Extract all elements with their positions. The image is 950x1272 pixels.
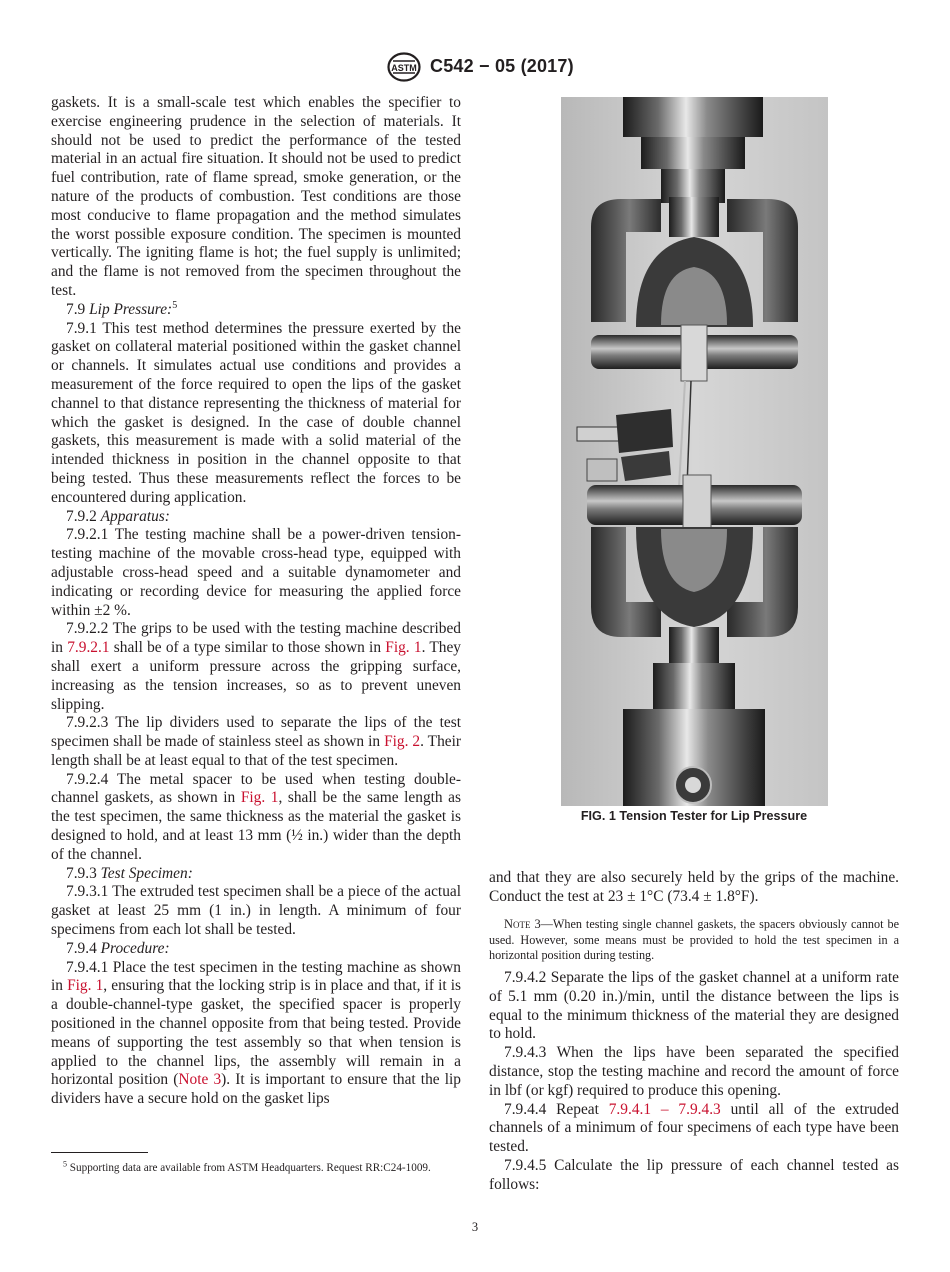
text-run: ). It is important to ensure that the lip dividers have a secure hold on the gasket lips (51, 1071, 461, 1108)
footnote-text: Supporting data are available from ASTM Headquarters. Request RR:C24-1009. (67, 1162, 431, 1174)
right-column-top (489, 869, 899, 907)
xref-link[interactable]: Fig. 1 (240, 789, 279, 807)
section-7-9-2-1: 7.9.2.1 The testing machine shall be a power-driven tension-testing machine of the movable cross-head type, equipped with adjustable cross-head speed and a suitable dynamometer and indicating or recording device for measuring the applied force within ±2 %. (51, 526, 461, 619)
figure-caption: FIG. 1 Tension Tester for Lip Pressure (580, 809, 808, 823)
section-title: Lip Pressure: (89, 300, 173, 318)
text-run: . Their length shall be at least equal to that of the test specimen. (51, 733, 462, 769)
section-number: 7.9 (66, 300, 86, 318)
text-run: 7.9.4.1 Place the test specimen in the testing machine as shown in (51, 958, 461, 995)
right-column-bottom (489, 969, 899, 1195)
section-7-9-2-3 (51, 714, 461, 770)
paragraph-continued: and that they are also securely held by the grips of the machine. Conduct the test at 23 ± 1°C (73.4 ± 1.8°F). (489, 869, 899, 905)
section-title: Test Specimen: (100, 864, 193, 882)
text-run: , ensuring that the locking strip is in place and that, if it is a double-channel-type gasket, the specified spacer is properly positioned in the channel opposite from that being tested. Provide means of supporting the test assembly so that when tension is applied to the channel lips, the assembly will remain in a horizontal position ( (51, 977, 461, 1089)
text-run: 7.9.2.4 The metal spacer to be used when testing double-channel gaskets, as shown in (51, 770, 461, 807)
section-7-9-1: 7.9.1 This test method determines the pressure exerted by the gasket on collateral material positioned within the gasket channel or channels. It simulates actual use conditions and provides a measurement of the force required to open the lips of the gasket channel to that distance representing the thickness of material for which the gasket is designed. In the case of double channel gaskets, this measurement is made with a solid material of the intended thickness in position in the channel opposite to that being tested. Thus these measurements reflect the forces to be encountered during application. (51, 319, 461, 506)
section-7-9-4-1 (51, 959, 461, 1109)
section-7-9-4-5: 7.9.4.5 Calculate the lip pressure of each channel tested as follows: (489, 1156, 899, 1193)
section-7-9-heading (51, 301, 461, 320)
section-7-9-2-4 (51, 771, 461, 865)
note-3 (489, 917, 899, 964)
section-7-9-3-heading (51, 865, 461, 884)
text-run: 7.9.2.3 The lip dividers used to separate the lips of the test specimen shall be made of stainless steel as shown in (51, 714, 461, 751)
section-number: 7.9.4 (66, 939, 97, 957)
section-7-9-4-4 (489, 1101, 899, 1157)
xref-link[interactable]: Note 3 (178, 1071, 222, 1089)
section-7-9-4-heading (51, 940, 461, 959)
page-header (0, 52, 950, 86)
text-run: shall be of a type similar to those shown in (109, 639, 386, 657)
note-text: —When testing single channel gaskets, the spacers obviously cannot be used. However, some means must be provided to hold the test specimen in a horizontal position during testing. (489, 917, 899, 962)
xref-link[interactable]: 7.9.2.1 (67, 639, 110, 657)
text-run: 7.9.4.4 Repeat (504, 1100, 609, 1118)
section-title: Procedure: (100, 939, 170, 957)
note-label: Note 3 (504, 917, 541, 931)
text-run: , shall be the same length as the test specimen, the same thickness as the material the gasket is designed to hold, and at least 13 mm (½ in.) wider than the depth of the channel. (51, 789, 461, 863)
xref-link[interactable]: Fig. 1 (67, 977, 104, 995)
xref-link[interactable]: 7.9.4.1 – 7.9.4.3 (608, 1100, 721, 1118)
footnote (51, 1161, 461, 1176)
text-run: until all of the extruded channels of a minimum of four specimens of each type have been tested. (489, 1100, 899, 1156)
paragraph-continued: gaskets. It is a small-scale test which enables the specifier to exercise engineering prudence in the selection of materials. It should not be used to predict the performance of the tested material in an actual fire situation. It should not be used to predict fuel contribution, rate of flame spread, smoke generation, or the nature of the products of combustion. Test conditions are those most conducive to flame propagation and the method simulates the worst possible exposure condition. The specimen is mounted vertically. The igniting flame is hot; the fuel supply is unlimited; and the flame is not removed from the specimen throughout the test. (51, 94, 461, 299)
section-7-9-4-2: 7.9.4.2 Separate the lips of the gasket channel at a uniform rate of 5.1 mm (0.20 in.)/min, until the distance between the lips is equal to the minimum thickness of the material they are designed to hold. (489, 969, 899, 1043)
document-designation: C542 − 05 (2017) (430, 56, 574, 76)
tension-tester-photo (561, 97, 828, 806)
text-run: . They shall exert a uniform pressure across the gripping surface, increasing as the tension increases, so as to prevent uneven slipping. (51, 639, 462, 713)
section-number: 7.9.2 (66, 507, 97, 525)
xref-link[interactable]: Fig. 1 (385, 639, 422, 657)
section-7-9-3-1: 7.9.3.1 The extruded test specimen shall be a piece of the actual gasket at least 25 mm (1 in.) in length. A minimum of four specimens from each lot shall be tested. (51, 883, 461, 939)
section-7-9-4-3: 7.9.4.3 When the lips have been separated the specified distance, stop the testing machine and record the amount of force in lbf (or kgf) required to produce this opening. (489, 1044, 899, 1099)
xref-link[interactable]: Fig. 2 (384, 733, 421, 751)
text-run: 7.9.2.2 The grips to be used with the testing machine described in (51, 620, 461, 657)
left-column (51, 94, 461, 1109)
section-7-9-2-heading (51, 508, 461, 527)
astm-logo-icon (387, 52, 421, 82)
footnote-divider (51, 1152, 148, 1153)
footnote-mark: 5 (63, 1159, 67, 1169)
svg-text:ASTM: ASTM (391, 63, 417, 73)
section-number: 7.9.3 (66, 864, 97, 882)
page-number: 3 (471, 1220, 479, 1234)
footnote-ref[interactable]: 5 (172, 299, 178, 311)
section-title: Apparatus: (100, 507, 170, 525)
section-7-9-2-2 (51, 620, 461, 714)
